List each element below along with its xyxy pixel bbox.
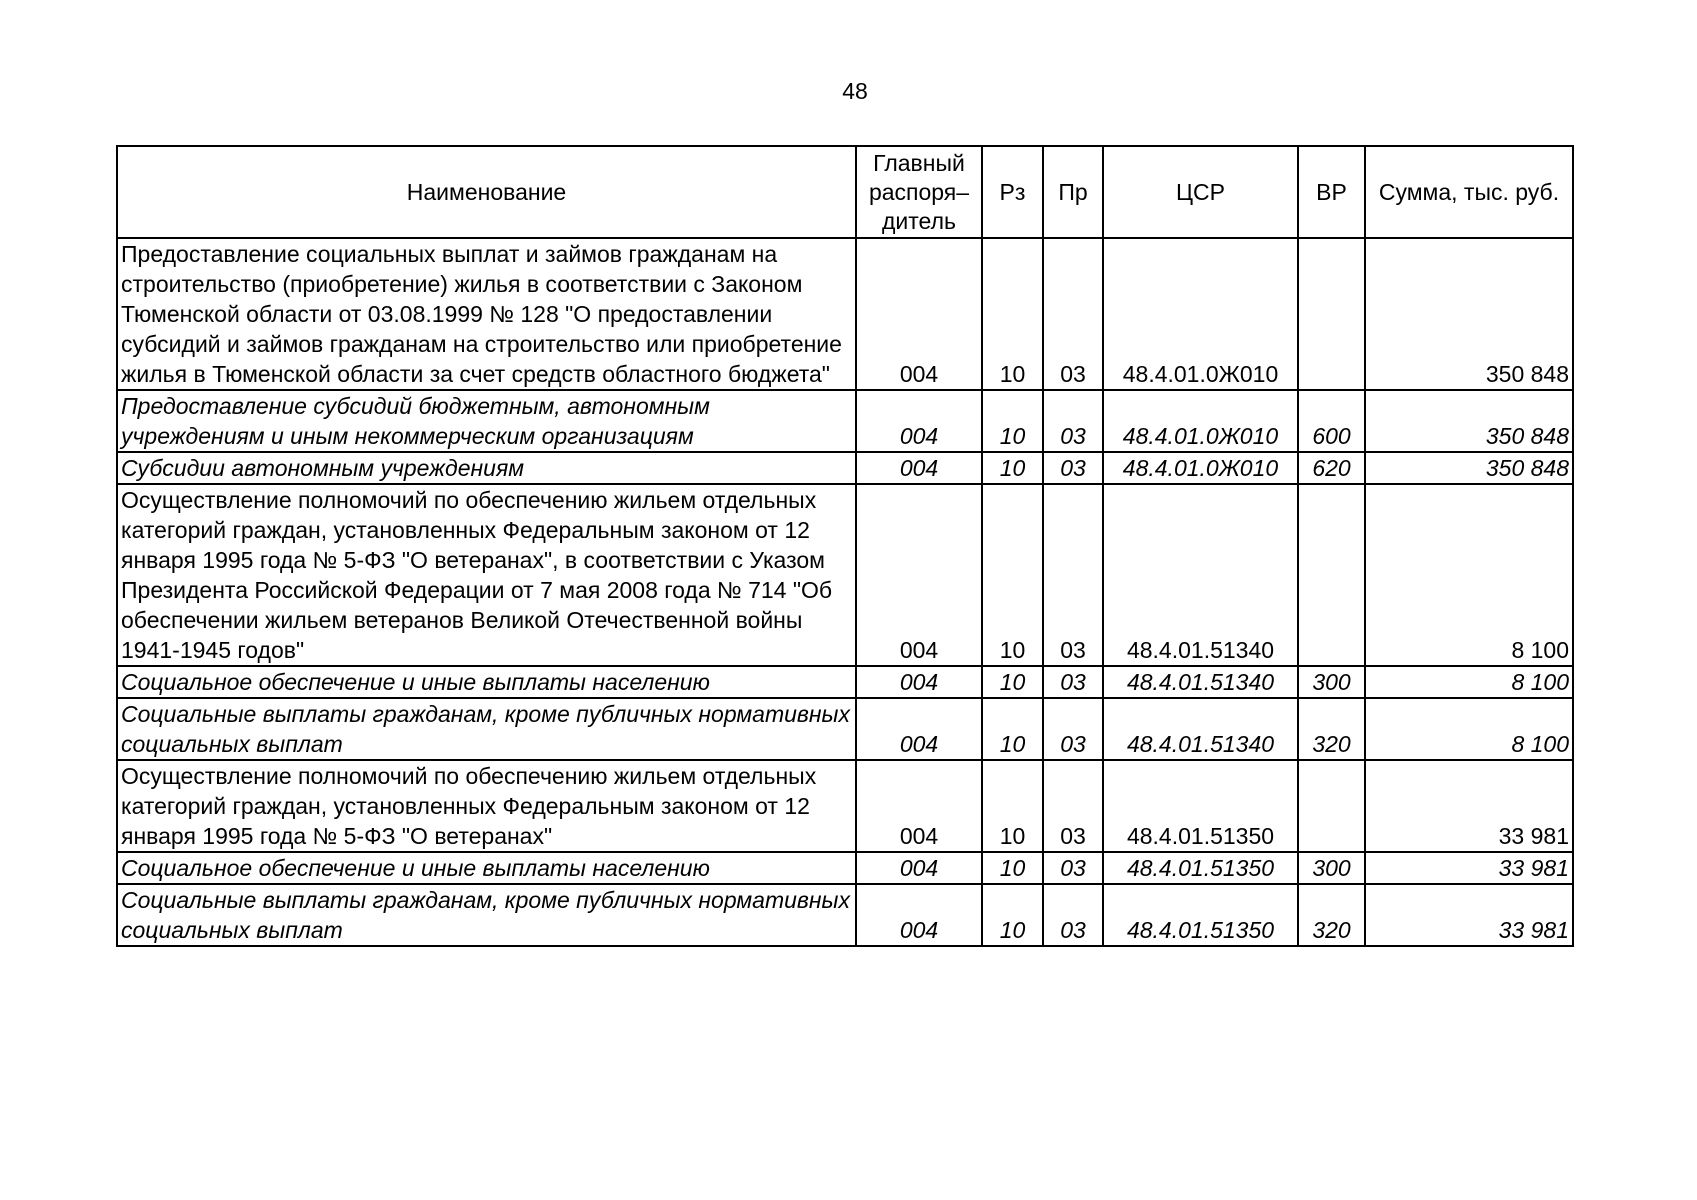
cell-pr: 03	[1043, 698, 1103, 760]
cell-csr: 48.4.01.0Ж010	[1103, 390, 1298, 452]
budget-table	[116, 145, 1574, 947]
cell-name: Субсидии автономным учреждениям	[117, 452, 856, 484]
cell-name: Предоставление субсидий бюджетным, автономным учреждениям и иным некоммерческим организациям	[117, 390, 856, 452]
table-row	[117, 884, 1573, 946]
cell-csr: 48.4.01.51340	[1103, 484, 1298, 666]
cell-main-manager: 004	[856, 760, 982, 852]
cell-rz: 10	[982, 452, 1043, 484]
cell-sum: 33 981	[1365, 852, 1573, 884]
cell-sum: 350 848	[1365, 238, 1573, 390]
cell-pr: 03	[1043, 760, 1103, 852]
cell-name: Осуществление полномочий по обеспечению жильем отдельных категорий граждан, установленных Федеральным законом от 12 января 1995 года № 5-ФЗ "О ветеранах"	[117, 760, 856, 852]
cell-vr: 300	[1298, 852, 1365, 884]
cell-vr: 600	[1298, 390, 1365, 452]
cell-main-manager: 004	[856, 238, 982, 390]
cell-rz: 10	[982, 484, 1043, 666]
cell-rz: 10	[982, 760, 1043, 852]
cell-name: Социальные выплаты гражданам, кроме публичных нормативных социальных выплат	[117, 884, 856, 946]
header-rz: Рз	[982, 146, 1043, 238]
cell-csr: 48.4.01.51350	[1103, 852, 1298, 884]
table-row	[117, 698, 1573, 760]
table-row	[117, 452, 1573, 484]
cell-vr: 320	[1298, 698, 1365, 760]
cell-csr: 48.4.01.51350	[1103, 884, 1298, 946]
header-pr: Пр	[1043, 146, 1103, 238]
cell-csr: 48.4.01.51350	[1103, 760, 1298, 852]
cell-vr	[1298, 760, 1365, 852]
cell-pr: 03	[1043, 452, 1103, 484]
table-row	[117, 666, 1573, 698]
page-number: 48	[842, 78, 868, 104]
cell-rz: 10	[982, 390, 1043, 452]
header-main-manager: Главный распоря–дитель	[856, 146, 982, 238]
header-csr: ЦСР	[1103, 146, 1298, 238]
cell-name: Социальное обеспечение и иные выплаты населению	[117, 666, 856, 698]
cell-main-manager: 004	[856, 390, 982, 452]
cell-main-manager: 004	[856, 852, 982, 884]
cell-rz: 10	[982, 238, 1043, 390]
header-name: Наименование	[117, 146, 856, 238]
cell-pr: 03	[1043, 884, 1103, 946]
cell-sum: 8 100	[1365, 698, 1573, 760]
table-body	[117, 238, 1573, 946]
cell-csr: 48.4.01.0Ж010	[1103, 238, 1298, 390]
cell-sum: 350 848	[1365, 452, 1573, 484]
cell-rz: 10	[982, 666, 1043, 698]
cell-sum: 33 981	[1365, 884, 1573, 946]
cell-sum: 8 100	[1365, 484, 1573, 666]
cell-name: Социальные выплаты гражданам, кроме публичных нормативных социальных выплат	[117, 698, 856, 760]
cell-name: Предоставление социальных выплат и займов гражданам на строительство (приобретение) жилья в соответствии с Законом Тюменской области от 03.08.1999 № 128 "О предоставлении субсидий и займов гражданам на строительство или приобретение жилья в Тюменской области за счет средств областного бюджета"	[117, 238, 856, 390]
cell-vr: 620	[1298, 452, 1365, 484]
cell-vr: 320	[1298, 884, 1365, 946]
cell-main-manager: 004	[856, 484, 982, 666]
cell-name: Социальное обеспечение и иные выплаты населению	[117, 852, 856, 884]
cell-vr	[1298, 238, 1365, 390]
cell-pr: 03	[1043, 238, 1103, 390]
cell-rz: 10	[982, 698, 1043, 760]
table-row	[117, 238, 1573, 390]
cell-sum: 33 981	[1365, 760, 1573, 852]
table-header-row	[117, 146, 1573, 238]
cell-pr: 03	[1043, 484, 1103, 666]
header-sum: Сумма, тыс. руб.	[1365, 146, 1573, 238]
cell-csr: 48.4.01.51340	[1103, 666, 1298, 698]
table-row	[117, 390, 1573, 452]
cell-rz: 10	[982, 884, 1043, 946]
cell-sum: 350 848	[1365, 390, 1573, 452]
table-row	[117, 760, 1573, 852]
cell-rz: 10	[982, 852, 1043, 884]
cell-name: Осуществление полномочий по обеспечению жильем отдельных категорий граждан, установленных Федеральным законом от 12 января 1995 года № 5-ФЗ "О ветеранах", в соответствии с Указом Президента Российской Федерации от 7 мая 2008 года № 714 "Об обеспечении жильем ветеранов Великой Отечественной войны 1941-1945 годов"	[117, 484, 856, 666]
cell-vr: 300	[1298, 666, 1365, 698]
table-row	[117, 484, 1573, 666]
cell-pr: 03	[1043, 390, 1103, 452]
cell-main-manager: 004	[856, 884, 982, 946]
cell-vr	[1298, 484, 1365, 666]
cell-main-manager: 004	[856, 698, 982, 760]
cell-pr: 03	[1043, 666, 1103, 698]
cell-csr: 48.4.01.0Ж010	[1103, 452, 1298, 484]
table-row	[117, 852, 1573, 884]
cell-main-manager: 004	[856, 452, 982, 484]
cell-pr: 03	[1043, 852, 1103, 884]
header-vr: ВР	[1298, 146, 1365, 238]
cell-main-manager: 004	[856, 666, 982, 698]
cell-csr: 48.4.01.51340	[1103, 698, 1298, 760]
cell-sum: 8 100	[1365, 666, 1573, 698]
